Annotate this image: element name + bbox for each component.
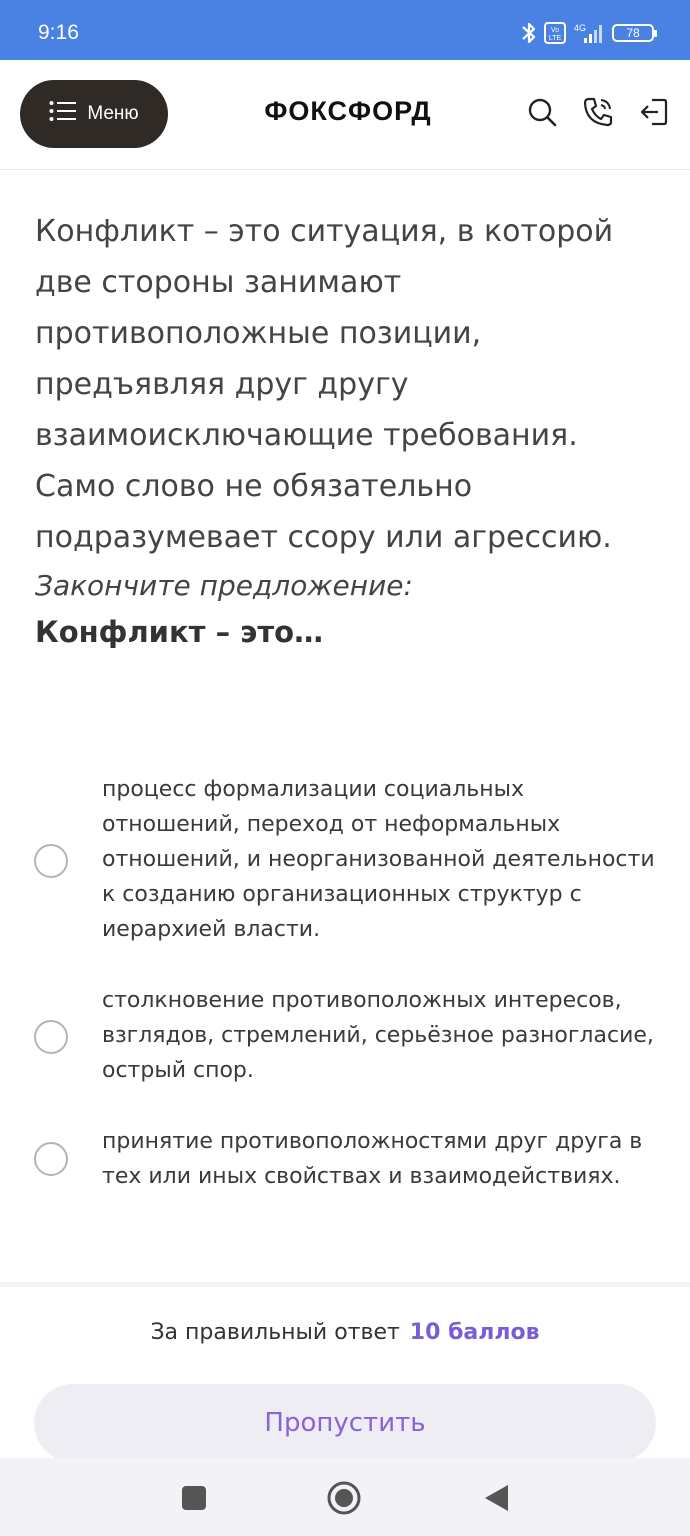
answer-option-label: принятие противоположностями друг друга в тех или иных свойствах и взаимодействиях. — [102, 1129, 643, 1189]
answer-option-1[interactable] — [0, 772, 690, 950]
home-icon[interactable] — [326, 1480, 362, 1516]
svg-text:Vo: Vo — [550, 27, 560, 34]
back-icon[interactable] — [478, 1480, 514, 1516]
points-value: 10 баллов — [409, 1320, 540, 1345]
skip-button[interactable]: Пропустить — [34, 1384, 656, 1462]
task-instruction: Закончите предложение: — [35, 569, 413, 602]
volte-icon — [544, 22, 566, 44]
battery-icon: 78 — [612, 24, 654, 42]
phone-icon[interactable] — [582, 96, 614, 128]
menu-label: Меню — [87, 103, 139, 124]
intro-text: Конфликт – это ситуация, в которой две стороны занимают противоположные позиции, предъявляя друг другу взаимоисключающие требования. Само слово не обязательно подразумевает ссору или агрессию. — [35, 214, 614, 555]
brand-logo[interactable]: ФОКСФОРД — [264, 96, 432, 126]
status-time: 9:16 — [38, 21, 79, 44]
radio-button[interactable] — [34, 1020, 68, 1054]
radio-button[interactable] — [34, 1142, 68, 1176]
login-icon[interactable] — [638, 96, 670, 128]
search-icon[interactable] — [526, 96, 558, 128]
bluetooth-icon — [520, 21, 538, 45]
answer-option-2[interactable] — [0, 983, 690, 1091]
system-nav-bar — [0, 1458, 690, 1536]
menu-button[interactable] — [20, 80, 168, 148]
answer-option-3[interactable] — [0, 1124, 690, 1198]
answer-option-label: процесс формализации социальных отношений, переход от неформальных отношений, и неорганизованной деятельности к созданию организационных структур с иерархией власти. — [102, 777, 655, 942]
menu-icon — [49, 100, 77, 128]
status-bar — [0, 0, 690, 60]
points-info — [0, 1320, 690, 1345]
svg-text:LTE: LTE — [548, 35, 562, 42]
answer-option-label: столкновение противоположных интересов, взглядов, стремлений, серьёзное разногласие, острый спор. — [102, 988, 654, 1083]
points-label: За правильный ответ — [150, 1320, 400, 1345]
app-header — [0, 60, 690, 170]
svg-text:4G: 4G — [574, 23, 587, 33]
question-title: Конфликт – это… — [35, 615, 324, 649]
recents-icon[interactable] — [176, 1480, 212, 1516]
radio-button[interactable] — [34, 844, 68, 878]
status-icons — [520, 20, 654, 46]
signal-icon — [572, 21, 606, 45]
